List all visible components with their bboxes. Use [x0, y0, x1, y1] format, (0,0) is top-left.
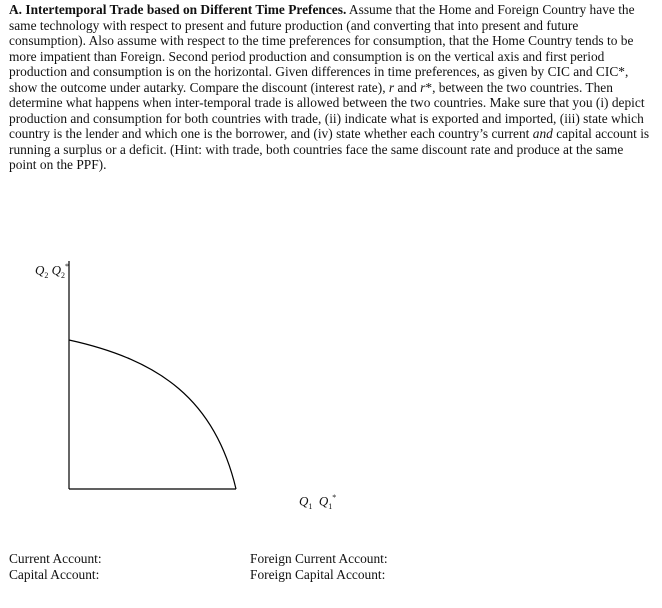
- home-current-account-label: Current Account:: [9, 551, 102, 566]
- and-italic-word: and: [532, 126, 553, 141]
- problem-text-part1: Assume that the Home and Foreign Country have the same technology with respect to present and future production (and converting that into present and future consumption). Also assume with respect to the time preferences for consumption, that the Home Country tends to be more impatient than Foreign. Second period production and consumption is on the vertical axis and first period production and consumption is on the horizontal. Given differences in time preferences, as given by CIC and CIC*, show the outcome under autarky. Compare the discount (interest rate),: [9, 2, 635, 95]
- problem-text-part2: *, between the two countries. Then determine what happens when inter-temporal trade is allowed between the two countries. Make sure that you (i) depict production and consumption for both countries with trade, (ii) indicate what is exported and imported, (iii) state which country is the lender and which one is the borrower, and (iv) state whether each country’s current: [9, 79, 645, 141]
- foreign-capital-account-label: Foreign Capital Account:: [250, 567, 386, 582]
- y-axis-label: $Q_2$ $Q_2^*$: [35, 262, 70, 280]
- x-axis-label: $Q_1$ $Q_1^*$: [299, 493, 337, 511]
- problem-title: A. Intertemporal Trade based on Different Time Prefences.: [9, 2, 347, 17]
- ppf-curve: [69, 340, 236, 489]
- problem-text-part3: capital account is running a surplus or a deficit. (Hint: with trade, both countries face the same discount rate and produce at the same point on the PPF).: [9, 126, 650, 172]
- foreign-accounts: [250, 551, 388, 583]
- and-word: and: [394, 79, 421, 95]
- home-accounts: [9, 551, 102, 583]
- interest-rate-home-symbol: r: [388, 79, 395, 95]
- foreign-current-account-label: Foreign Current Account:: [250, 551, 388, 566]
- home-capital-account-label: Capital Account:: [9, 567, 100, 582]
- interest-rate-foreign-symbol: r: [420, 79, 426, 95]
